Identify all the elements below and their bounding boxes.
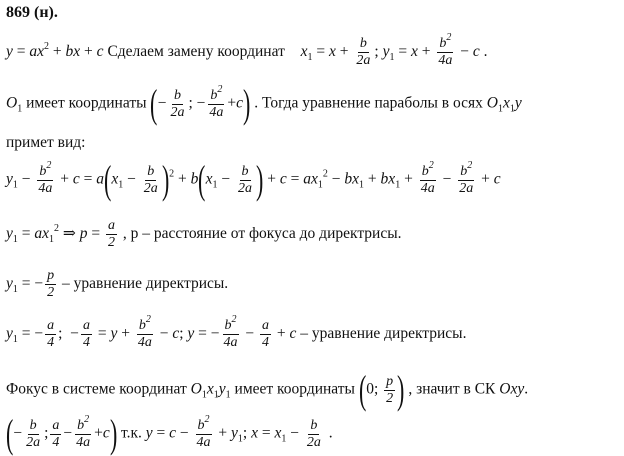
line-4: $y_1$ − $\frac{b^2}{4a}$ + $c = a(x_1$ − $\frac{b}{2a}$ )$^2 + b(x_1$ − $\frac{b}{2a}$ ) + $c = ax_1^2 - bx_1 + bx_1$ + $\frac{b^2}{4a}$ − $\frac{b^2}{2a}$ + c [6, 157, 501, 202]
line-6: $y_1$ = − $\frac{p}{2}$ – уравнение директрисы. [6, 268, 229, 300]
line-3: примет вид: [6, 134, 86, 151]
text-focus-system: Фокус в системе координат [6, 380, 187, 398]
text-directrix-eq-1: – уравнение директрисы. [62, 275, 229, 293]
text-therefore-ck: , значит в СК [408, 380, 496, 398]
text-has-coordinates-2: имеет координаты [234, 380, 355, 398]
line-2: $O_1$ имеет координаты (− $\frac{b}{2a}$ ; − $\frac{b^2}{4a}$ +c) . Тогда уравнение параболы в осях $O_1x_1y$ [6, 81, 522, 126]
line-1: $y = ax^2$ + bx + c Сделаем замену координат $x_1 = x$ + $\frac{b}{2a}$ ; $y_1 = x$ + $\frac{b^2}{4a}$ − c . [6, 32, 488, 68]
line-5: $y_1 = ax_1^2$ ⇒ p = $\frac{a}{2}$ , p – расстояние от фокуса до директрисы. [6, 218, 402, 250]
line-8: Фокус в системе координат $O_1x_1y_1$ имеет координаты (0; $\frac{p}{2}$ ) , значит в СК Oxy. [6, 367, 529, 412]
problem-number: 869 (н). [6, 4, 58, 21]
line-7: $y_1$ = − $\frac{a}{4}$ ; − $\frac{a}{4}$ = y + $\frac{b^2}{4a}$ − c; y = − $\frac{b^2}{4a}$ − $\frac{a}{4}$ + c – уравнение директрисы. [6, 314, 467, 350]
text-directrix-eq-2: – уравнение директрисы. [300, 325, 467, 343]
text-parabola-axes: . Тогда уравнение параболы в осях [254, 94, 483, 112]
line-9: (− $\frac{b}{2a}$ ; $\frac{a}{4}$ − $\frac{b^2}{4a}$ +c) т.к. y = c − $\frac{b^2}{4a}$ + $y_1$; $x = x_1$ − $\frac{b}{2a}$ . [5, 411, 333, 456]
frac-b-2a: $\frac{b}{2a}$ [356, 36, 371, 68]
text-focus-directrix: , p – расстояние от фокуса до директрисы. [122, 225, 402, 243]
text-substitution: Сделаем замену координат [107, 43, 285, 61]
frac-b2-4a: $\frac{b^2}{4a}$ [438, 32, 453, 68]
text-since: т.к. [120, 424, 142, 442]
text-has-coordinates: имеет координаты [26, 94, 147, 112]
